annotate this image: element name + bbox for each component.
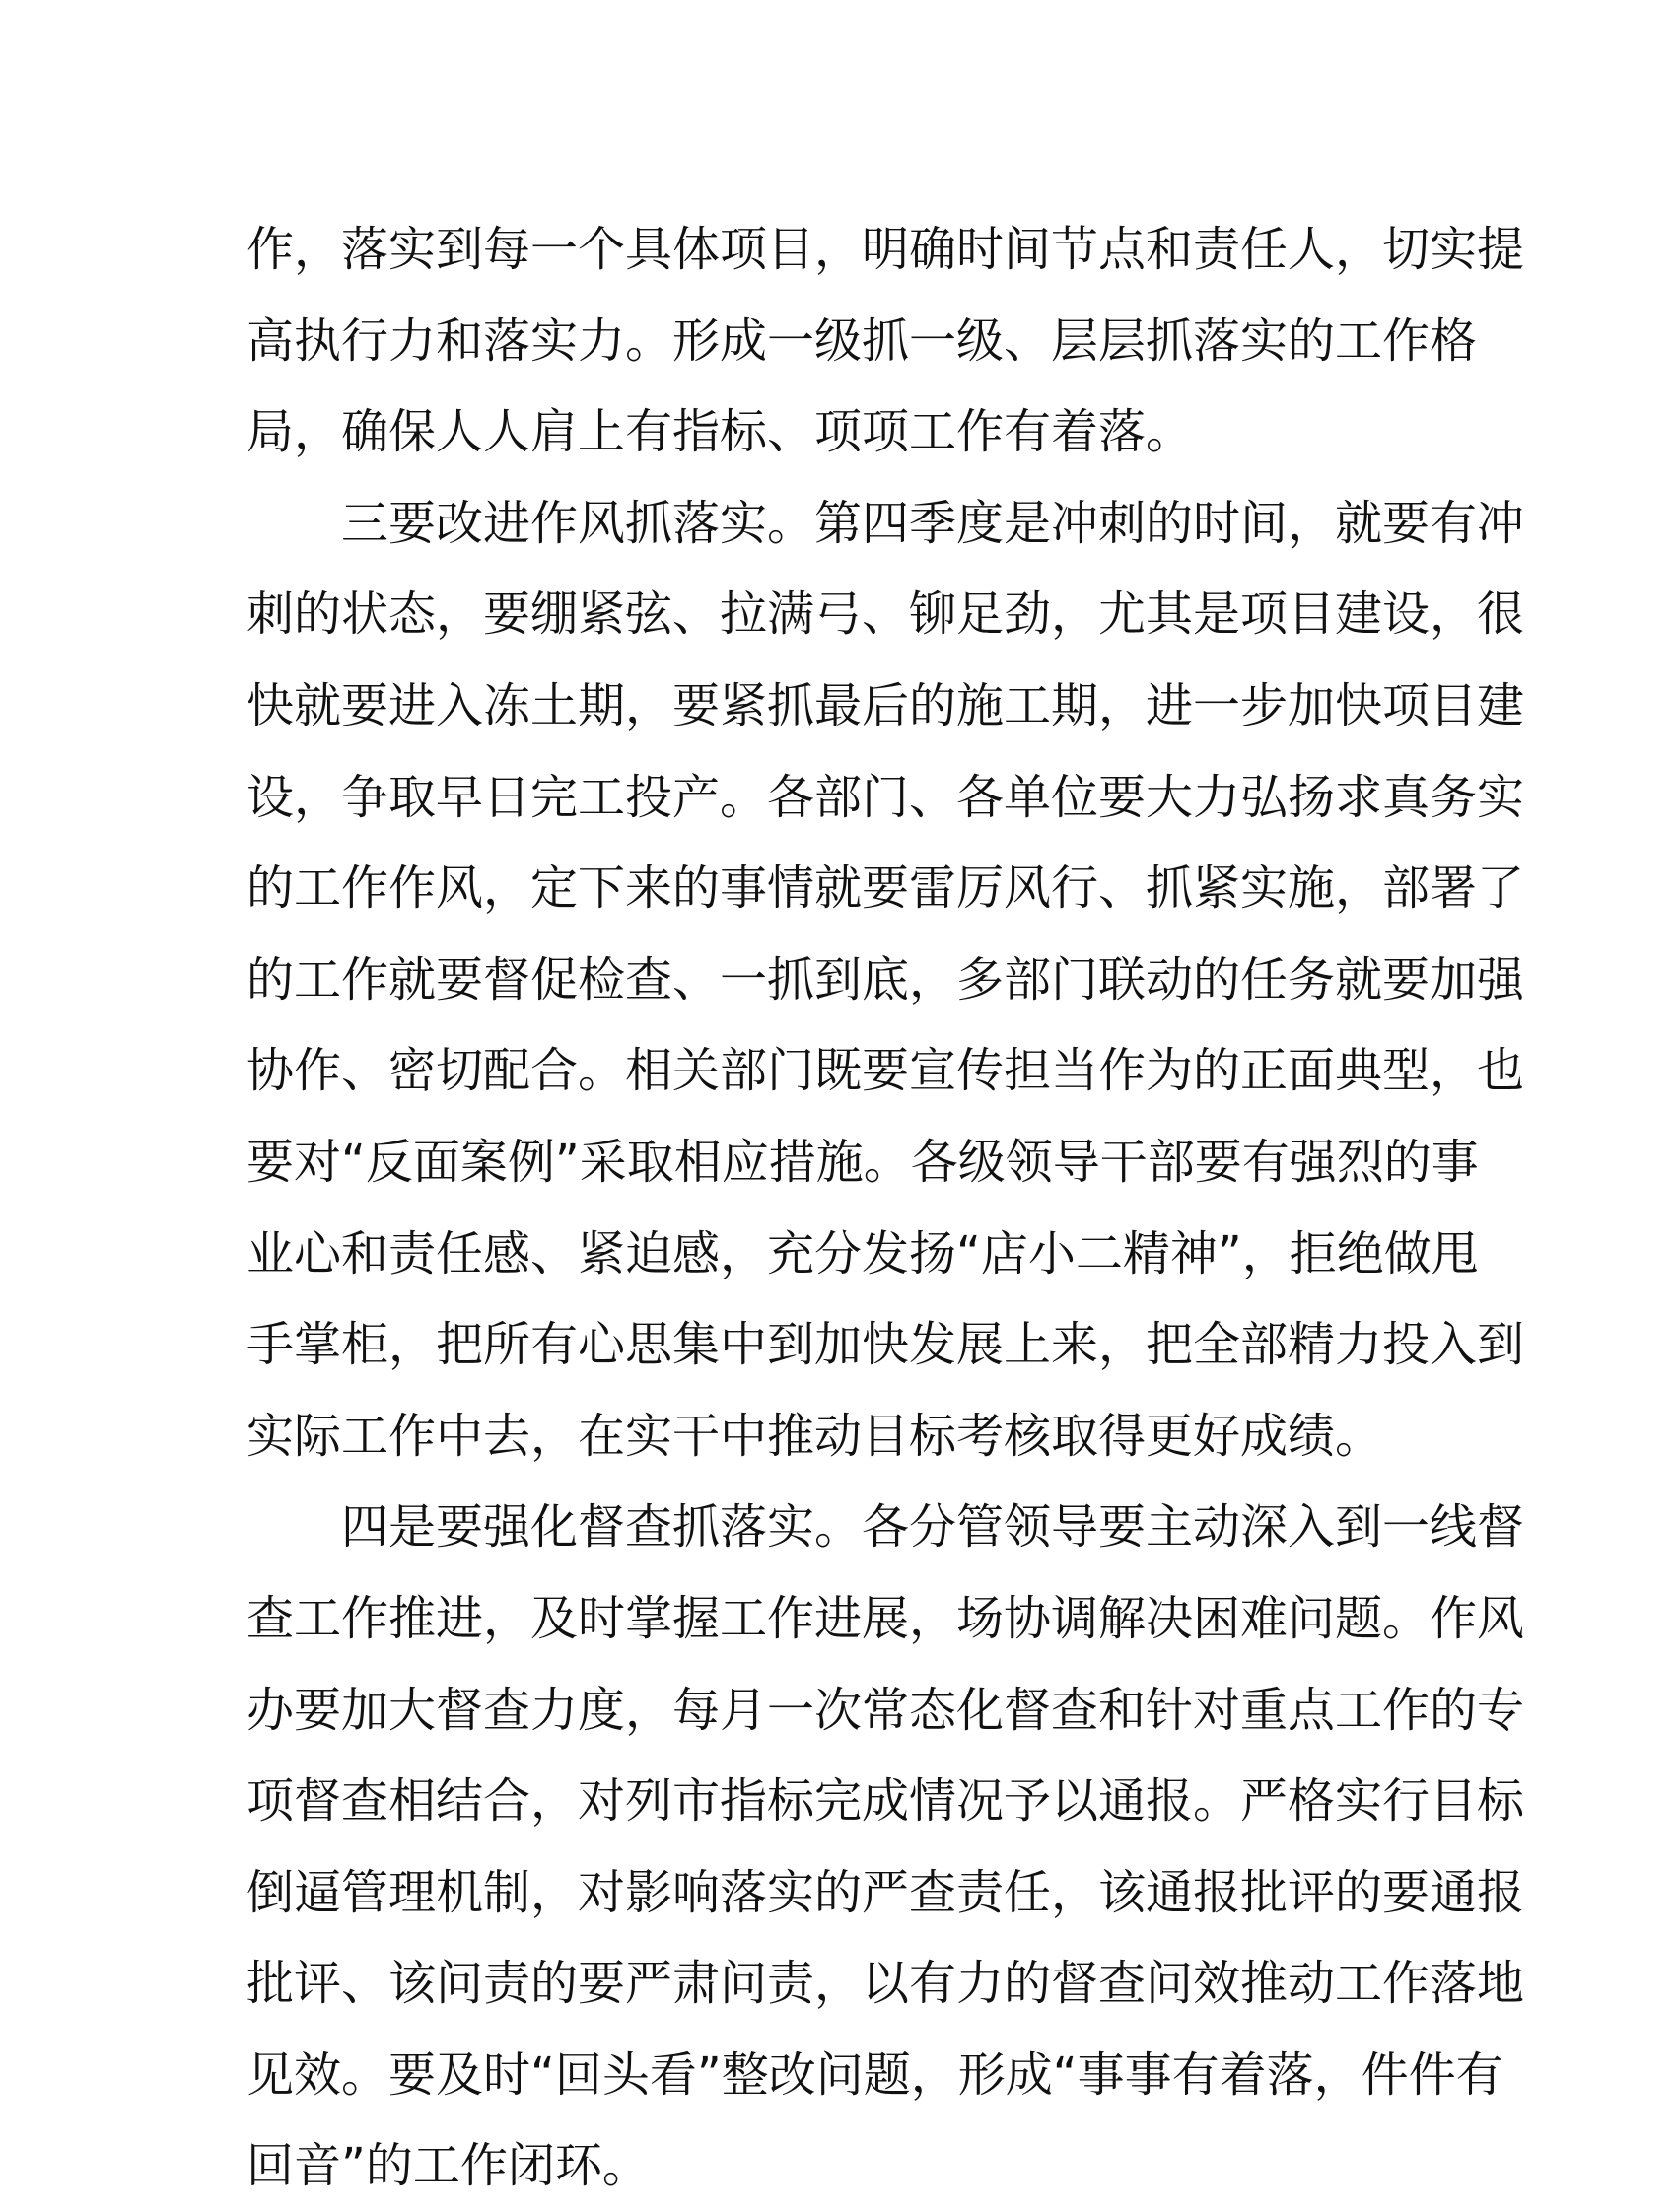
paragraph-line: 高执行力和落实力。形成一级抓一级、层层抓落实的工作格 bbox=[246, 312, 1478, 369]
paragraph-line-text: 四是要强化督查抓落实。各分管领导要主动深入到一线督 bbox=[341, 1499, 1525, 1555]
document-body bbox=[246, 204, 1525, 2212]
paragraph-line: 查工作推进，及时掌握工作进展，场协调解决困难问题。作风 bbox=[246, 1590, 1525, 1646]
paragraph-line: 设，争取早日完工投产。各部门、各单位要大力弘扬求真务实 bbox=[246, 769, 1525, 825]
paragraph-line: 局，确保人人肩上有指标、项项工作有着落。 bbox=[246, 404, 1194, 460]
paragraph-line bbox=[246, 1482, 1525, 1573]
paragraph-line: 快就要进入冻土期，要紧抓最后的施工期，进一步加快项目建 bbox=[246, 677, 1525, 733]
paragraph-line: 实际工作中去，在实干中推动目标考核取得更好成绩。 bbox=[246, 1408, 1383, 1464]
paragraph-line: 项督查相结合，对列市指标完成情况予以通报。严格实行目标 bbox=[246, 1773, 1525, 1830]
paragraph-line: 回音”的工作闭环。 bbox=[246, 2138, 650, 2194]
paragraph-line: 见效。要及时“回头看”整改问题，形成“事事有着落，件件有 bbox=[246, 2046, 1503, 2103]
paragraph-line bbox=[246, 478, 1525, 570]
paragraph-line-text: 三要改进作风抓落实。第四季度是冲刺的时间，就要有冲 bbox=[341, 495, 1525, 551]
paragraph-line: 刺的状态，要绷紧弦、拉满弓、铆足劲，尤其是项目建设，很 bbox=[246, 587, 1525, 643]
paragraph-line: 的工作作风，定下来的事情就要雷厉风行、抓紧实施，部署了 bbox=[246, 861, 1525, 917]
paragraph-line: 要对“反面案例”采取相应措施。各级领导干部要有强烈的事 bbox=[246, 1134, 1479, 1190]
paragraph-3 bbox=[246, 1482, 1525, 2212]
paragraph-line: 作，落实到每一个具体项目，明确时间节点和责任人，切实提 bbox=[246, 222, 1525, 277]
paragraph-line: 倒逼管理机制，对影响落实的严查责任，该通报批评的要通报 bbox=[246, 1864, 1525, 1920]
paragraph-1 bbox=[246, 204, 1525, 478]
paragraph-line: 办要加大督查力度，每月一次常态化督查和针对重点工作的专 bbox=[246, 1682, 1525, 1738]
paragraph-line: 批评、该问责的要严肃问责，以有力的督查问效推动工作落地 bbox=[246, 1956, 1525, 2012]
paragraph-line: 协作、密切配合。相关部门既要宣传担当作为的正面典型，也 bbox=[246, 1043, 1525, 1099]
paragraph-line: 手掌柜，把所有心思集中到加快发展上来，把全部精力投入到 bbox=[246, 1317, 1525, 1373]
paragraph-2 bbox=[246, 478, 1525, 1483]
paragraph-line: 业心和责任感、紧迫感，充分发扬“店小二精神”，拒绝做甩 bbox=[246, 1225, 1479, 1281]
paragraph-line: 的工作就要督促检查、一抓到底，多部门联动的任务就要加强 bbox=[246, 951, 1525, 1007]
